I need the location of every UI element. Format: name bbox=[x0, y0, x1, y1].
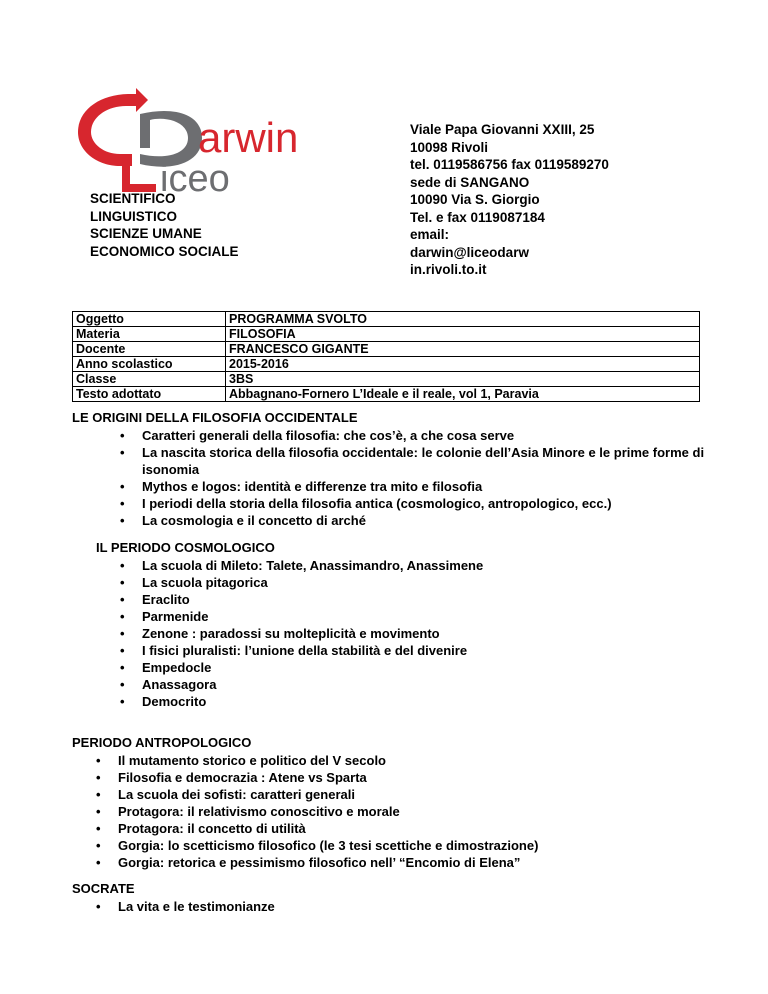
list-item: • Parmenide bbox=[116, 608, 706, 625]
address-line: email: bbox=[410, 227, 450, 242]
address-line: tel. 0119586756 fax 0119589270 bbox=[410, 157, 609, 172]
list-item: • Mythos e logos: identità e differenze tra mito e filosofia bbox=[116, 478, 706, 495]
table-row bbox=[73, 387, 700, 402]
school-type: SCIENTIFICO bbox=[90, 191, 176, 206]
list-cosmologico bbox=[116, 557, 706, 710]
table-value: 3BS bbox=[226, 372, 700, 387]
school-type: ECONOMICO SOCIALE bbox=[90, 243, 239, 259]
address-line: Tel. e fax 0119087184 bbox=[410, 209, 545, 225]
table-key: Testo adottato bbox=[73, 387, 226, 402]
table-value: FRANCESCO GIGANTE bbox=[226, 342, 700, 357]
email-line: in.rivoli.to.it bbox=[410, 262, 487, 277]
list-item: • La scuola dei sofisti: caratteri generali bbox=[92, 786, 712, 803]
table-row bbox=[73, 342, 700, 357]
address-line: 10098 Rivoli bbox=[410, 139, 489, 155]
table-key: Classe bbox=[73, 372, 226, 387]
table-key: Anno scolastico bbox=[73, 357, 226, 372]
list-socrate bbox=[92, 898, 712, 915]
list-origini bbox=[116, 427, 706, 529]
section-title-origini: LE ORIGINI DELLA FILOSOFIA OCCIDENTALE bbox=[72, 410, 358, 425]
list-item: • La scuola di Mileto: Talete, Anassimandro, Anassimene bbox=[116, 557, 706, 574]
table-row bbox=[73, 372, 700, 387]
email-line: darwin@liceodarw bbox=[410, 244, 529, 260]
list-item: • La scuola pitagorica bbox=[116, 574, 706, 591]
list-item: • Democrito bbox=[116, 693, 706, 710]
school-type: SCIENZE UMANE bbox=[90, 226, 202, 241]
address-line: 10090 Via S. Giorgio bbox=[410, 192, 540, 207]
logo-iceo-text: iceo bbox=[160, 158, 230, 195]
table-key: Oggetto bbox=[73, 312, 226, 327]
address-line: Viale Papa Giovanni XXIII, 25 bbox=[410, 122, 595, 137]
table-value: PROGRAMMA SVOLTO bbox=[226, 312, 700, 327]
school-address bbox=[410, 121, 609, 279]
list-item: • Gorgia: retorica e pessimismo filosofico nell’ “Encomio di Elena” bbox=[92, 854, 712, 871]
list-item: • I periodi della storia della filosofia antica (cosmologico, antropologico, ecc.) bbox=[116, 495, 706, 512]
school-types bbox=[90, 190, 239, 260]
table-row bbox=[73, 312, 700, 327]
logo-arwin-text: arwin bbox=[198, 114, 299, 161]
list-item: • Eraclito bbox=[116, 591, 706, 608]
liceo-darwin-logo bbox=[70, 80, 300, 195]
table-value: Abbagnano-Fornero L’Ideale e il reale, vol 1, Paravia bbox=[226, 387, 700, 402]
table-row bbox=[73, 357, 700, 372]
list-antropologico bbox=[92, 752, 712, 871]
list-item: • Il mutamento storico e politico del V secolo bbox=[92, 752, 712, 769]
list-item: • I fisici pluralisti: l’unione della stabilità e del divenire bbox=[116, 642, 706, 659]
section-title-cosmologico: IL PERIODO COSMOLOGICO bbox=[96, 540, 275, 555]
list-item: • Protagora: il relativismo conoscitivo e morale bbox=[92, 803, 712, 820]
table-value: 2015-2016 bbox=[226, 357, 700, 372]
list-item: • La nascita storica della filosofia occidentale: le colonie dell’Asia Minore e le prime forme di isonomia bbox=[116, 444, 706, 478]
list-item: • Filosofia e democrazia : Atene vs Sparta bbox=[92, 769, 712, 786]
list-item: • Anassagora bbox=[116, 676, 706, 693]
address-line: sede di SANGANO bbox=[410, 174, 530, 190]
table-row bbox=[73, 327, 700, 342]
list-item: • Empedocle bbox=[116, 659, 706, 676]
list-item: • Gorgia: lo scetticismo filosofico (le 3 tesi scettiche e dimostrazione) bbox=[92, 837, 712, 854]
list-item: • Zenone : paradossi su molteplicità e movimento bbox=[116, 625, 706, 642]
info-table bbox=[72, 311, 700, 402]
logo-red-c-shape bbox=[78, 88, 148, 166]
table-value: FILOSOFIA bbox=[226, 327, 700, 342]
list-item: • Protagora: il concetto di utilità bbox=[92, 820, 712, 837]
school-type: LINGUISTICO bbox=[90, 208, 177, 224]
section-title-socrate: SOCRATE bbox=[72, 881, 135, 896]
table-key: Docente bbox=[73, 342, 226, 357]
section-title-antropologico: PERIODO ANTROPOLOGICO bbox=[72, 735, 252, 750]
list-item: • La cosmologia e il concetto di arché bbox=[116, 512, 706, 529]
list-item: • Caratteri generali della filosofia: che cos’è, a che cosa serve bbox=[116, 427, 706, 444]
list-item: • La vita e le testimonianze bbox=[92, 898, 712, 915]
table-key: Materia bbox=[73, 327, 226, 342]
